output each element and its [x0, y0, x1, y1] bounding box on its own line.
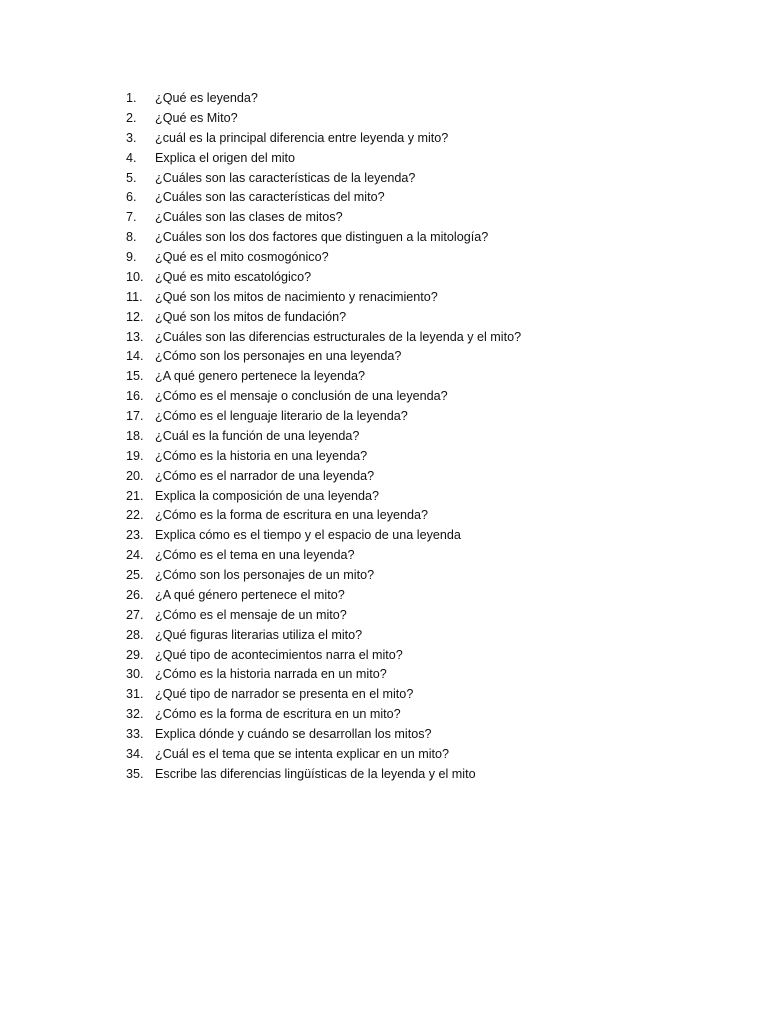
- question-number: 15.: [126, 369, 144, 384]
- question-number: 13.: [126, 329, 144, 344]
- question-number: 23.: [126, 528, 144, 543]
- list-item: [126, 427, 521, 447]
- question-number: 14.: [126, 349, 144, 364]
- question-text: ¿Qué son los mitos de nacimiento y renacimiento?: [155, 289, 438, 304]
- list-item: [126, 685, 521, 705]
- list-item: [126, 665, 521, 685]
- question-number: 5.: [126, 170, 137, 185]
- question-list: [126, 89, 521, 785]
- question-number: 21.: [126, 488, 144, 503]
- question-number: 3.: [126, 130, 137, 145]
- list-item: [126, 745, 521, 765]
- question-number: 34.: [126, 746, 144, 761]
- question-number: 6.: [126, 190, 137, 205]
- question-text: Explica la composición de una leyenda?: [155, 488, 380, 503]
- question-text: Explica dónde y cuándo se desarrollan los mitos?: [155, 727, 432, 741]
- question-text: ¿Cómo es el mensaje o conclusión de una leyenda?: [155, 389, 448, 404]
- question-text: ¿Cómo son los personajes de un mito?: [155, 568, 375, 582]
- question-number: 19.: [126, 448, 144, 463]
- list-item: [126, 208, 521, 228]
- question-text: ¿Cómo es la historia narrada en un mito?: [155, 667, 387, 682]
- question-number: 8.: [126, 230, 137, 245]
- question-text: ¿Cuáles son las clases de mitos?: [155, 210, 343, 225]
- question-text: ¿Cómo es la forma de escritura en un mito?: [155, 707, 401, 722]
- question-text: ¿Qué es Mito?: [155, 110, 238, 125]
- question-text: ¿Cómo es la forma de escritura en una leyenda?: [155, 508, 429, 523]
- list-item: [126, 109, 521, 129]
- question-number: 9.: [126, 250, 137, 264]
- list-item: [126, 725, 521, 745]
- question-text: ¿Cómo es el narrador de una leyenda?: [155, 468, 375, 483]
- question-text: ¿cuál es la principal diferencia entre leyenda y mito?: [155, 130, 449, 145]
- question-number: 29.: [126, 647, 144, 662]
- list-item: [126, 407, 521, 427]
- question-number: 30.: [126, 667, 144, 682]
- list-item: [126, 248, 521, 268]
- question-text: Explica el origen del mito: [155, 150, 296, 165]
- question-number: 28.: [126, 627, 144, 642]
- question-number: 1.: [126, 91, 137, 105]
- list-item: [126, 328, 521, 348]
- list-item: [126, 169, 521, 189]
- question-number: 35.: [126, 766, 144, 781]
- list-item: [126, 626, 521, 646]
- question-number: 2.: [126, 110, 137, 125]
- question-text: ¿Qué tipo de narrador se presenta en el mito?: [155, 687, 414, 702]
- question-text: ¿A qué genero pertenece la leyenda?: [155, 369, 366, 384]
- question-number: 32.: [126, 707, 144, 722]
- list-item: [126, 188, 521, 208]
- list-item: [126, 347, 521, 367]
- question-text: Explica cómo es el tiempo y el espacio de una leyenda: [155, 528, 461, 543]
- list-item: [126, 149, 521, 169]
- question-number: 24.: [126, 548, 144, 563]
- question-number: 33.: [126, 727, 144, 741]
- question-number: 18.: [126, 428, 144, 443]
- question-number: 17.: [126, 409, 144, 423]
- question-number: 20.: [126, 468, 144, 483]
- question-number: 26.: [126, 587, 144, 602]
- list-item: [126, 89, 521, 109]
- question-number: 12.: [126, 309, 144, 324]
- list-item: [126, 367, 521, 387]
- question-number: 25.: [126, 568, 144, 582]
- question-text: ¿Qué es el mito cosmogónico?: [155, 250, 329, 264]
- list-item: [126, 606, 521, 626]
- question-text: ¿Qué es leyenda?: [155, 91, 258, 105]
- question-text: ¿A qué género pertenece el mito?: [155, 587, 345, 602]
- question-text: ¿Cuáles son los dos factores que distinguen a la mitología?: [155, 230, 489, 245]
- list-item: [126, 765, 521, 785]
- question-text: ¿Cuál es el tema que se intenta explicar en un mito?: [155, 746, 450, 761]
- question-text: ¿Cuál es la función de una leyenda?: [155, 428, 360, 443]
- question-text: ¿Qué tipo de acontecimientos narra el mito?: [155, 647, 403, 662]
- question-number: 11.: [126, 289, 143, 304]
- question-number: 7.: [126, 210, 137, 225]
- list-item: [126, 566, 521, 586]
- question-number: 4.: [126, 150, 137, 165]
- question-text: ¿Cómo es el lenguaje literario de la leyenda?: [155, 409, 408, 423]
- question-number: 27.: [126, 607, 144, 622]
- question-text: ¿Qué figuras literarias utiliza el mito?: [155, 627, 363, 642]
- list-item: [126, 288, 521, 308]
- question-text: ¿Qué son los mitos de fundación?: [155, 309, 347, 324]
- question-number: 10.: [126, 269, 144, 284]
- question-number: 16.: [126, 389, 144, 404]
- list-item: [126, 526, 521, 546]
- list-item: [126, 129, 521, 149]
- question-text: ¿Cómo son los personajes en una leyenda?: [155, 349, 402, 364]
- list-item: [126, 546, 521, 566]
- list-item: [126, 387, 521, 407]
- question-number: 31.: [126, 687, 144, 702]
- question-text: ¿Cuáles son las características del mito?: [155, 190, 385, 205]
- list-item: [126, 586, 521, 606]
- question-text: Escribe las diferencias lingüísticas de la leyenda y el mito: [155, 766, 476, 781]
- list-item: [126, 705, 521, 725]
- list-item: [126, 268, 521, 288]
- question-text: ¿Cómo es el tema en una leyenda?: [155, 548, 355, 563]
- list-item: [126, 506, 521, 526]
- question-text: ¿Cuáles son las diferencias estructurales de la leyenda y el mito?: [155, 329, 522, 344]
- list-item: [126, 487, 521, 507]
- list-item: [126, 308, 521, 328]
- question-text: ¿Qué es mito escatológico?: [155, 269, 312, 284]
- list-item: [126, 467, 521, 487]
- list-item: [126, 228, 521, 248]
- list-item: [126, 447, 521, 467]
- question-number: 22.: [126, 508, 144, 523]
- question-text: ¿Cuáles son las características de la leyenda?: [155, 170, 416, 185]
- question-text: ¿Cómo es la historia en una leyenda?: [155, 448, 368, 463]
- question-text: ¿Cómo es el mensaje de un mito?: [155, 607, 347, 622]
- list-item: [126, 646, 521, 666]
